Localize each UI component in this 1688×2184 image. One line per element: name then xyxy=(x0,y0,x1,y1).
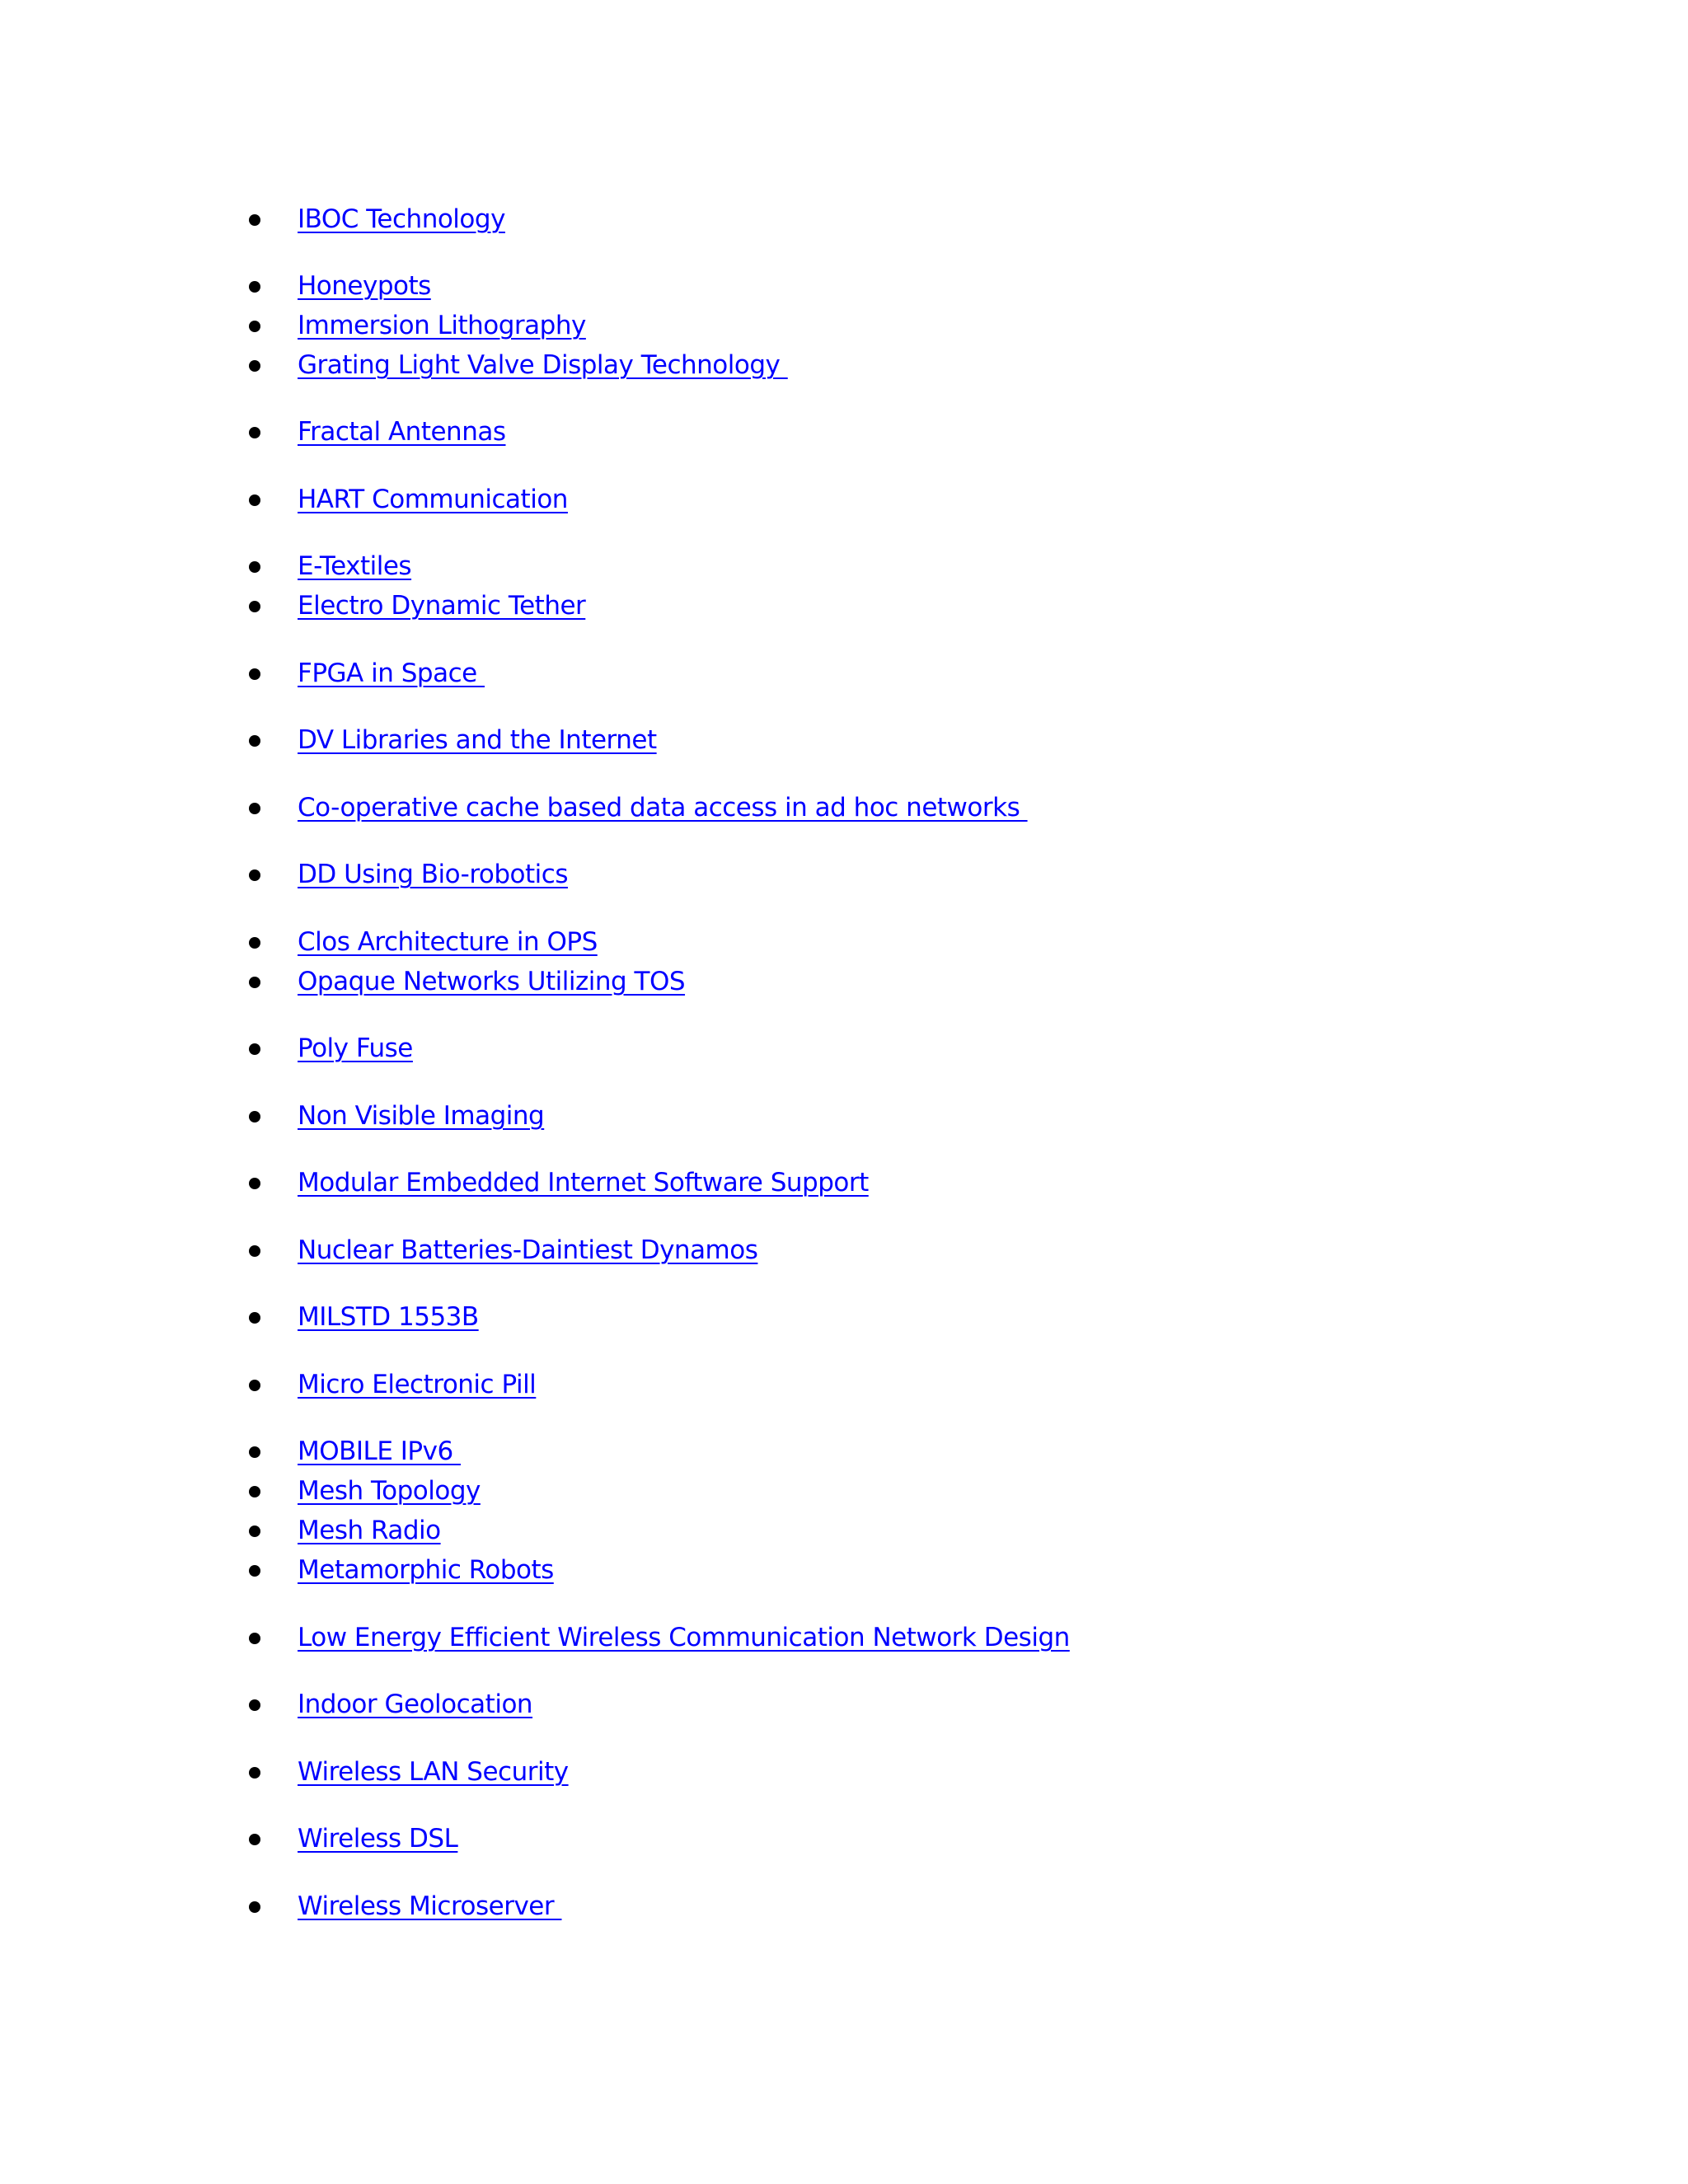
list-item xyxy=(0,1237,1236,1270)
list-item xyxy=(0,1169,1236,1202)
list-item xyxy=(0,273,1236,306)
topic-link[interactable]: Fractal Antennas xyxy=(298,417,506,447)
bullet-icon xyxy=(249,668,260,680)
list-item xyxy=(0,1478,1236,1511)
bullet-icon xyxy=(249,977,260,988)
list-item xyxy=(0,1893,1236,1926)
bullet-icon xyxy=(249,1565,260,1577)
topic-link[interactable]: Clos Architecture in OPS xyxy=(298,927,598,957)
bullet-icon xyxy=(249,214,260,226)
bullet-icon xyxy=(249,1245,260,1257)
list-item xyxy=(0,861,1236,894)
bullet-icon xyxy=(249,321,260,332)
list-item xyxy=(0,1624,1236,1657)
bullet-icon xyxy=(249,1178,260,1189)
bullet-icon xyxy=(249,869,260,881)
bullet-icon xyxy=(249,360,260,372)
topic-link[interactable]: Wireless Microserver xyxy=(298,1891,562,1921)
list-item xyxy=(0,486,1236,519)
list-item xyxy=(0,352,1236,385)
bullet-icon xyxy=(249,735,260,747)
list-item xyxy=(0,206,1236,239)
bullet-icon xyxy=(249,1834,260,1845)
bullet-icon xyxy=(249,1699,260,1711)
bullet-icon xyxy=(249,1111,260,1122)
topic-link[interactable]: MOBILE IPv6 xyxy=(298,1436,462,1466)
topic-link[interactable]: E-Textiles xyxy=(298,551,412,581)
topic-link[interactable]: Wireless LAN Security xyxy=(298,1757,569,1787)
list-item xyxy=(0,660,1236,693)
topic-link[interactable]: Poly Fuse xyxy=(298,1033,413,1063)
list-item xyxy=(0,968,1236,1001)
topic-link[interactable]: Metamorphic Robots xyxy=(298,1555,554,1585)
list-item xyxy=(0,553,1236,586)
topic-link[interactable]: MILSTD 1553B xyxy=(298,1302,479,1332)
list-item xyxy=(0,1759,1236,1792)
list-item xyxy=(0,1557,1236,1590)
bullet-icon xyxy=(249,1633,260,1644)
bullet-icon xyxy=(249,1767,260,1779)
topic-link[interactable]: HART Communication xyxy=(298,485,568,514)
list-item xyxy=(0,1691,1236,1724)
topic-link[interactable]: Electro Dynamic Tether xyxy=(298,591,586,621)
list-item xyxy=(0,727,1236,760)
bullet-icon xyxy=(249,1526,260,1537)
topic-link[interactable]: Immersion Lithography xyxy=(298,311,586,340)
list-item xyxy=(0,1371,1236,1404)
bullet-icon xyxy=(249,1901,260,1913)
topic-link[interactable]: Grating Light Valve Display Technology xyxy=(298,350,788,380)
topic-link[interactable]: Micro Electronic Pill xyxy=(298,1370,537,1399)
topic-link[interactable]: Nuclear Batteries-Daintiest Dynamos xyxy=(298,1235,758,1265)
list-item xyxy=(0,1825,1236,1858)
bullet-icon xyxy=(249,1043,260,1055)
list-item xyxy=(0,593,1236,626)
list-item xyxy=(0,929,1236,962)
list-item xyxy=(0,794,1236,827)
bullet-icon xyxy=(249,937,260,949)
topic-link[interactable]: Honeypots xyxy=(298,271,431,301)
topic-link[interactable]: Indoor Geolocation xyxy=(298,1690,533,1719)
list-item xyxy=(0,312,1236,345)
bullet-icon xyxy=(249,1446,260,1458)
topic-link[interactable]: DV Libraries and the Internet xyxy=(298,725,657,755)
list-item xyxy=(0,1438,1236,1471)
bullet-icon xyxy=(249,1486,260,1497)
list-item xyxy=(0,419,1236,452)
bullet-icon xyxy=(249,601,260,612)
bullet-icon xyxy=(249,427,260,438)
topic-link[interactable]: Modular Embedded Internet Software Support xyxy=(298,1168,869,1197)
bullet-icon xyxy=(249,561,260,573)
bullet-icon xyxy=(249,1312,260,1324)
topic-link[interactable]: FPGA in Space xyxy=(298,658,485,688)
topic-link[interactable]: Co-operative cache based data access in ad hoc networks xyxy=(298,793,1028,823)
bullet-icon xyxy=(249,494,260,506)
list-item xyxy=(0,1304,1236,1337)
topic-link[interactable]: IBOC Technology xyxy=(298,204,505,234)
list-item xyxy=(0,1035,1236,1068)
topic-link[interactable]: DD Using Bio-robotics xyxy=(298,860,568,889)
bullet-icon xyxy=(249,1380,260,1391)
topic-link[interactable]: Opaque Networks Utilizing TOS xyxy=(298,967,686,996)
bullet-icon xyxy=(249,803,260,814)
topic-link[interactable]: Wireless DSL xyxy=(298,1824,458,1854)
list-item xyxy=(0,1103,1236,1136)
bullet-icon xyxy=(249,281,260,293)
list-item xyxy=(0,1517,1236,1550)
topic-link[interactable]: Mesh Topology xyxy=(298,1476,481,1506)
topic-link[interactable]: Non Visible Imaging xyxy=(298,1101,545,1131)
topic-link[interactable]: Low Energy Efficient Wireless Communication Network Design xyxy=(298,1623,1070,1652)
topic-link[interactable]: Mesh Radio xyxy=(298,1516,441,1545)
